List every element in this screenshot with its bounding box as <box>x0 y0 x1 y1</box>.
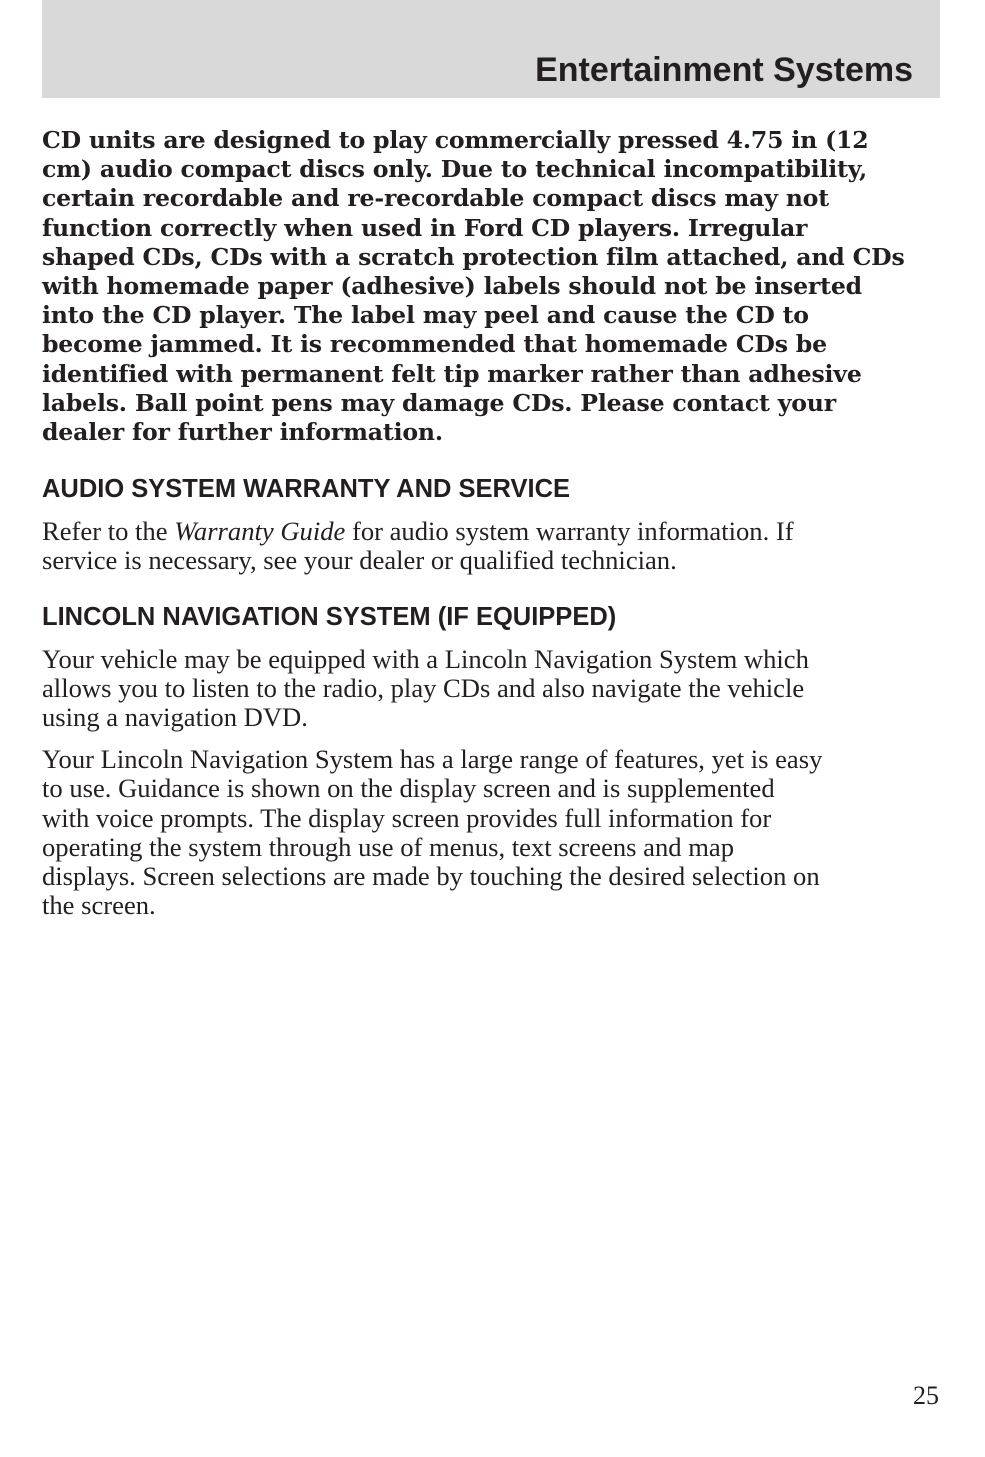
warranty-guide-title: Warranty Guide <box>174 516 346 547</box>
warning-line: into the CD player. The label may peel and cause the CD to <box>42 301 809 330</box>
nav-line: Your Lincoln Navigation System has a large range of features, yet is easy <box>42 744 823 775</box>
warning-line: dealer for further information. <box>42 418 443 447</box>
warning-line: with homemade paper (adhesive) labels should not be inserted <box>42 272 862 301</box>
navigation-heading: LINCOLN NAVIGATION SYSTEM (IF EQUIPPED) <box>42 602 617 631</box>
warning-line: labels. Ball point pens may damage CDs. Please contact your <box>42 388 836 417</box>
page-number: 25 <box>913 1381 939 1410</box>
warranty-text: Refer to the <box>42 516 175 547</box>
audio-warranty-paragraph <box>42 517 942 575</box>
nav-line: operating the system through use of menus, text screens and map <box>42 831 735 862</box>
warranty-line <box>42 517 942 546</box>
warning-line: cm) audio compact discs only. Due to technical incompatibility, <box>42 155 868 184</box>
warranty-text: for audio system warranty information. If <box>345 516 794 547</box>
nav-line: allows you to listen to the radio, play CDs and also navigate the vehicle <box>42 672 805 703</box>
nav-line: with voice prompts. The display screen provides full information for <box>42 802 772 833</box>
nav-line: displays. Screen selections are made by touching the desired selection on <box>42 861 820 892</box>
warning-line: become jammed. It is recommended that homemade CDs be <box>42 330 827 359</box>
nav-line: the screen. <box>42 890 156 921</box>
nav-line: to use. Guidance is shown on the display screen and is supplemented <box>42 773 775 804</box>
page-content <box>42 126 942 920</box>
warning-line: shaped CDs, CDs with a scratch protection film attached, and CDs <box>42 242 905 271</box>
audio-warranty-heading: AUDIO SYSTEM WARRANTY AND SERVICE <box>42 475 571 504</box>
section-title: Entertainment Systems <box>535 51 913 89</box>
navigation-paragraph-1 <box>42 645 942 733</box>
nav-line: Your vehicle may be equipped with a Lincoln Navigation System which <box>42 643 809 674</box>
navigation-paragraph-2 <box>42 745 942 920</box>
warning-line: function correctly when used in Ford CD players. Irregular <box>42 213 808 242</box>
header-band <box>42 0 940 98</box>
warning-line: identified with permanent felt tip marker rather than adhesive <box>42 359 862 388</box>
nav-line: using a navigation DVD. <box>42 702 308 733</box>
warning-line: certain recordable and re-recordable compact discs may not <box>42 184 829 213</box>
warning-line: CD units are designed to play commercially pressed 4.75 in (12 <box>42 126 869 154</box>
cd-warning-paragraph <box>42 126 942 447</box>
warranty-line: service is necessary, see your dealer or qualified technician. <box>42 545 677 576</box>
